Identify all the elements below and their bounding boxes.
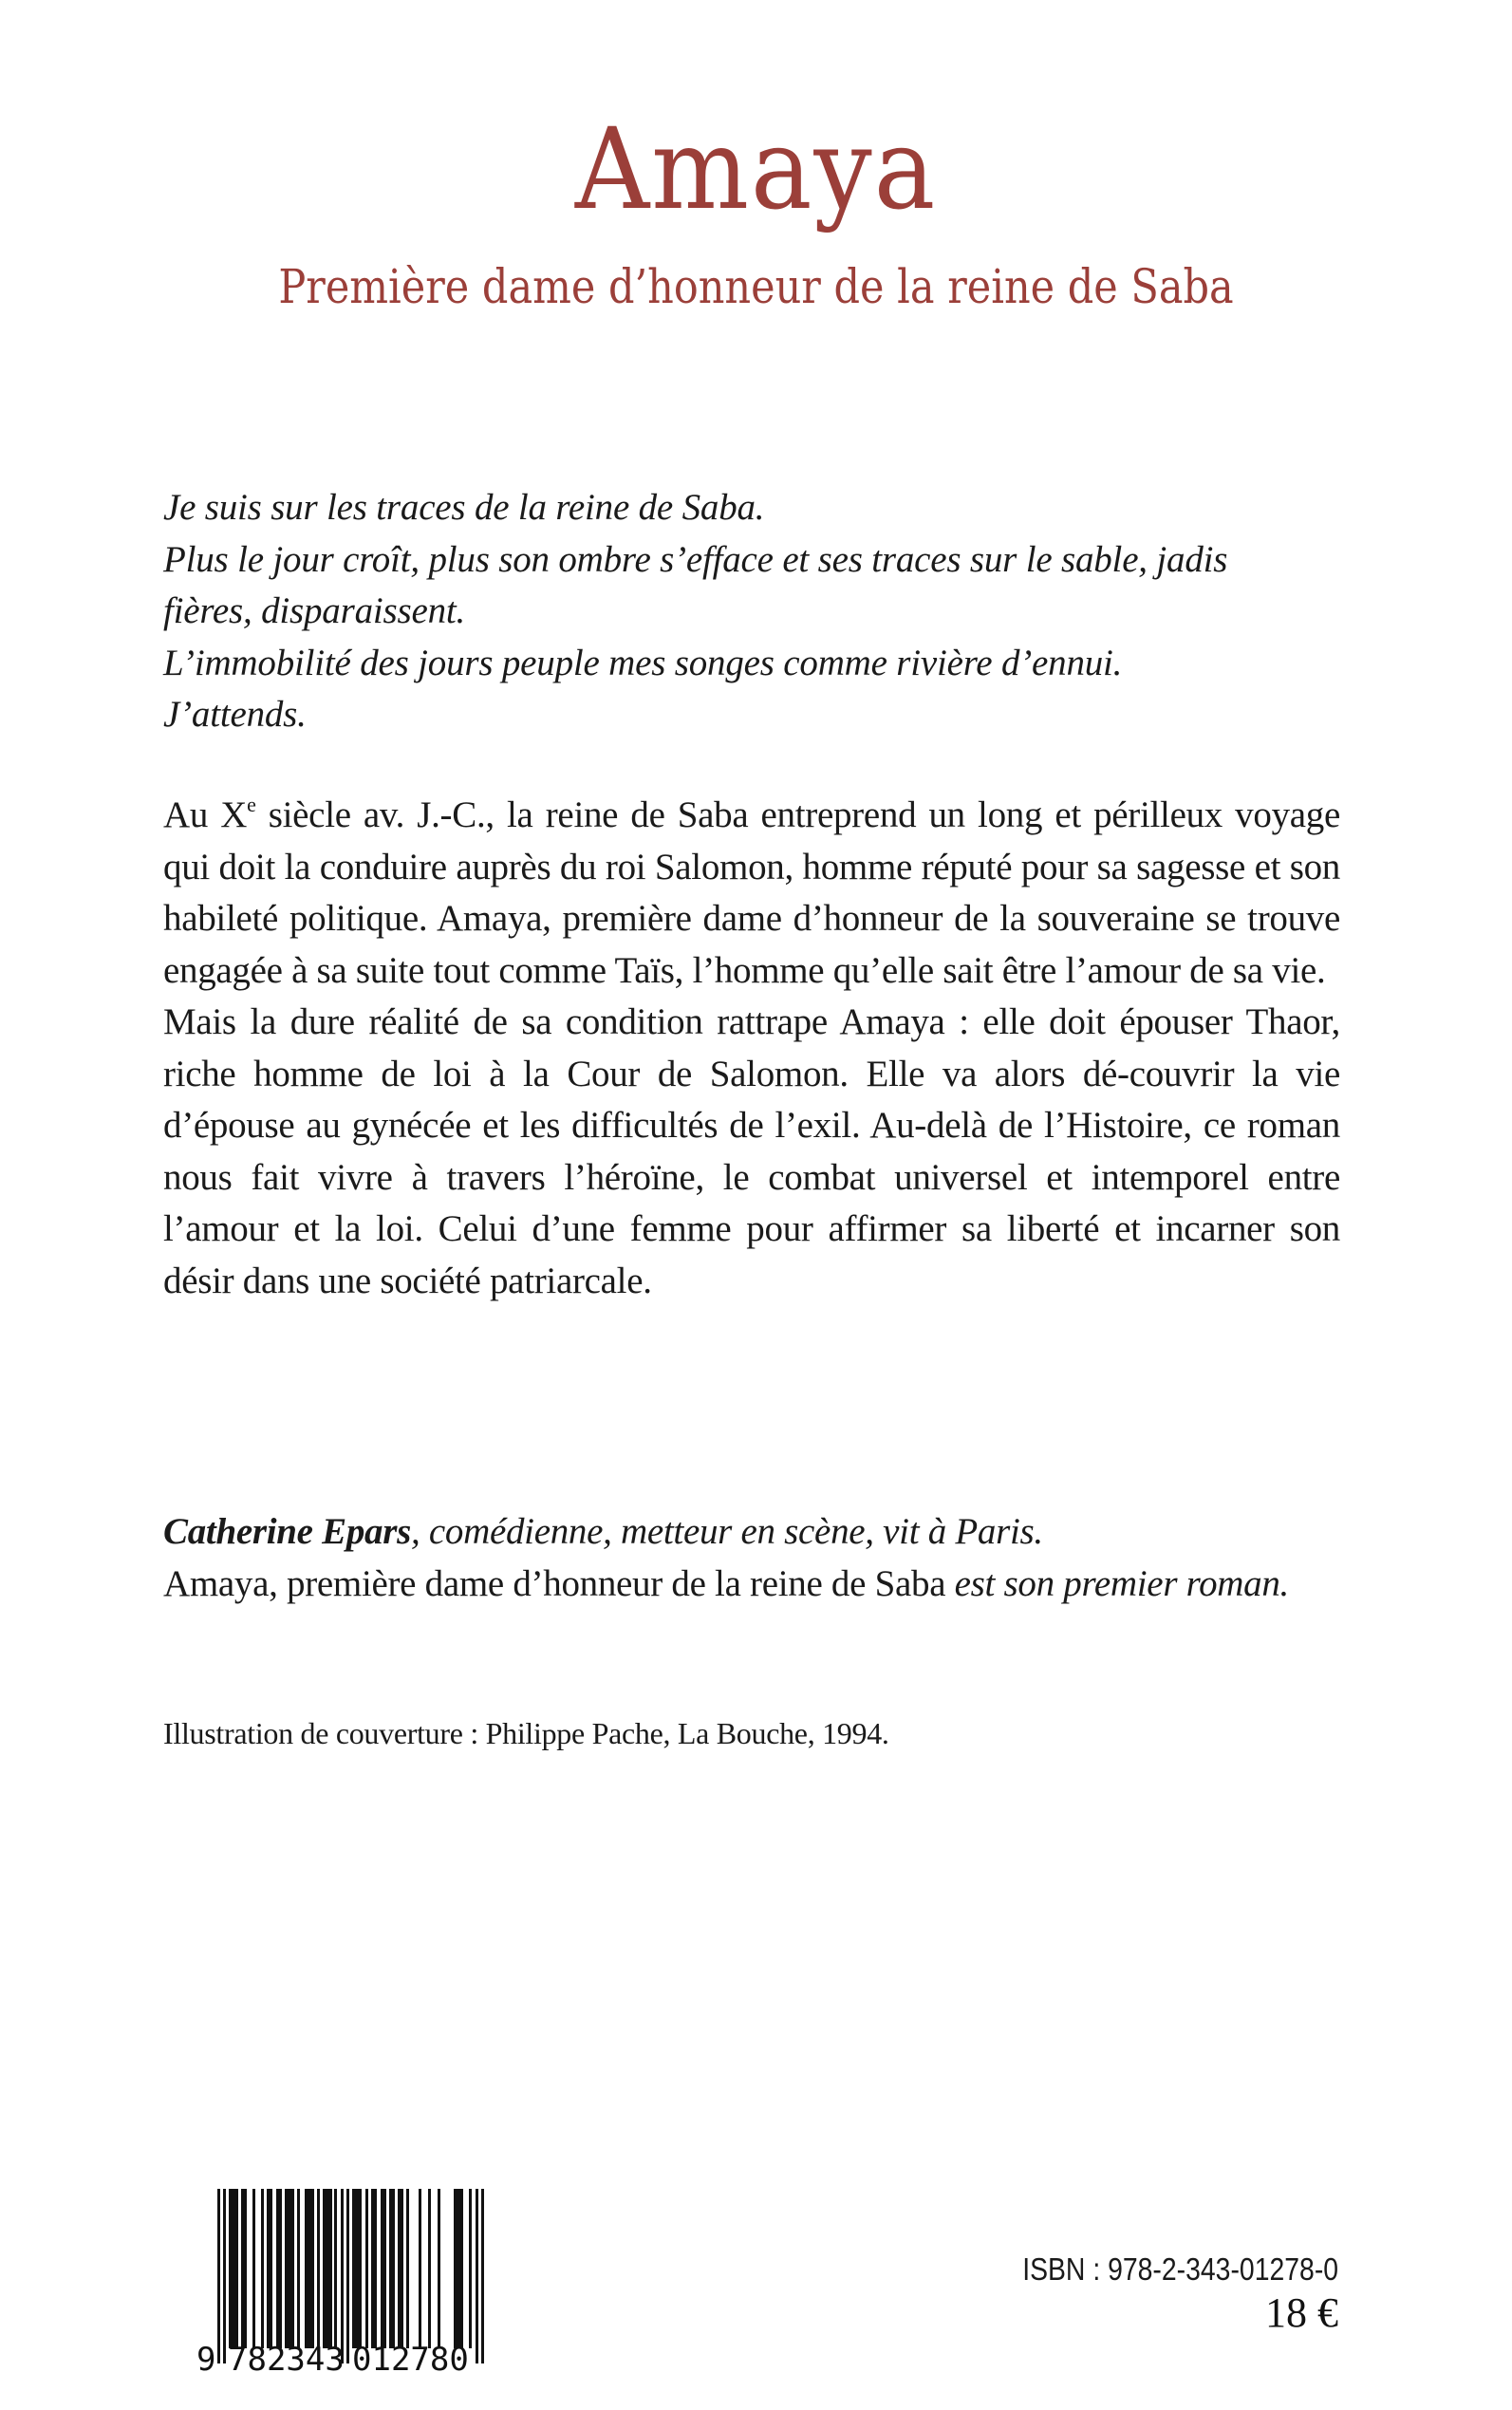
epigraph-line: Je suis sur les traces de la reine de Saba. xyxy=(163,487,765,528)
cover-illustration-credit: Illustration de couverture : Philippe Pache, La Bouche, 1994. xyxy=(163,1716,889,1750)
price: 18 € xyxy=(1265,2289,1338,2336)
isbn-number: ISBN : 978-2-343-01278-0 xyxy=(1022,2251,1338,2287)
epigraph-line: Plus le jour croît, plus son ombre s’efface et ses traces sur le sable, jadis xyxy=(163,538,1228,580)
author-bio xyxy=(163,1506,1340,1610)
author-description: , comédienne, metteur en scène, vit à Paris. xyxy=(410,1511,1043,1552)
book-subtitle: Première dame d’honneur de la reine de Saba xyxy=(278,259,1234,314)
barcode-digit-lead: 9 xyxy=(196,2341,216,2379)
summary-p1-text: siècle av. J.-C., la reine de Saba entreprend un long et périlleux voyage qui doit la conduire auprès du roi Salomon, homme réputé pour sa sagesse et son habileté politique. Amaya, première dame d’honneur de la souveraine se trouve engagée à sa suite tout comme Taïs, l’homme qu’elle sait être l’amour de sa vie. xyxy=(163,794,1340,991)
epigraph-line: L’immobilité des jours peuple mes songes comme rivière d’ennui. xyxy=(163,642,1123,683)
book-summary xyxy=(163,790,1340,1307)
summary-paragraph-2: Mais la dure réalité de sa condition rattrape Amaya : elle doit épouser Thaor, riche homme de loi à la Cour de Salomon. Elle va alors dé-couvrir la vie d’épouse au gynécée et les difficultés de l’exil. Au-delà de l’Histoire, ce roman nous fait vivre à travers l’héroïne, le combat universel et intemporel entre l’amour et la loi. Celui d’une femme pour affirmer sa liberté et incarner son désir dans une société patriarcale. xyxy=(163,1001,1340,1301)
summary-paragraph-1 xyxy=(163,790,1340,997)
epigraph-line: J’attends. xyxy=(163,694,307,735)
epigraph-line: fières, disparaissent. xyxy=(163,590,466,631)
barcode-digits-right: 012780 xyxy=(352,2341,469,2379)
first-novel-line xyxy=(163,1559,1340,1611)
century-superscript: e xyxy=(247,793,256,816)
first-novel-note: est son premier roman. xyxy=(945,1562,1289,1604)
barcode-digits-left: 782343 xyxy=(228,2341,345,2379)
summary-p1-prefix: Au X xyxy=(163,794,248,835)
book-title-reference: Amaya, première dame d’honneur de la reine de Saba xyxy=(163,1562,946,1604)
book-title: Amaya xyxy=(574,103,938,234)
epigraph xyxy=(163,482,1340,741)
author-name: Catherine Epars xyxy=(163,1511,411,1552)
author-line xyxy=(163,1506,1340,1559)
isbn-barcode xyxy=(185,2183,555,2382)
